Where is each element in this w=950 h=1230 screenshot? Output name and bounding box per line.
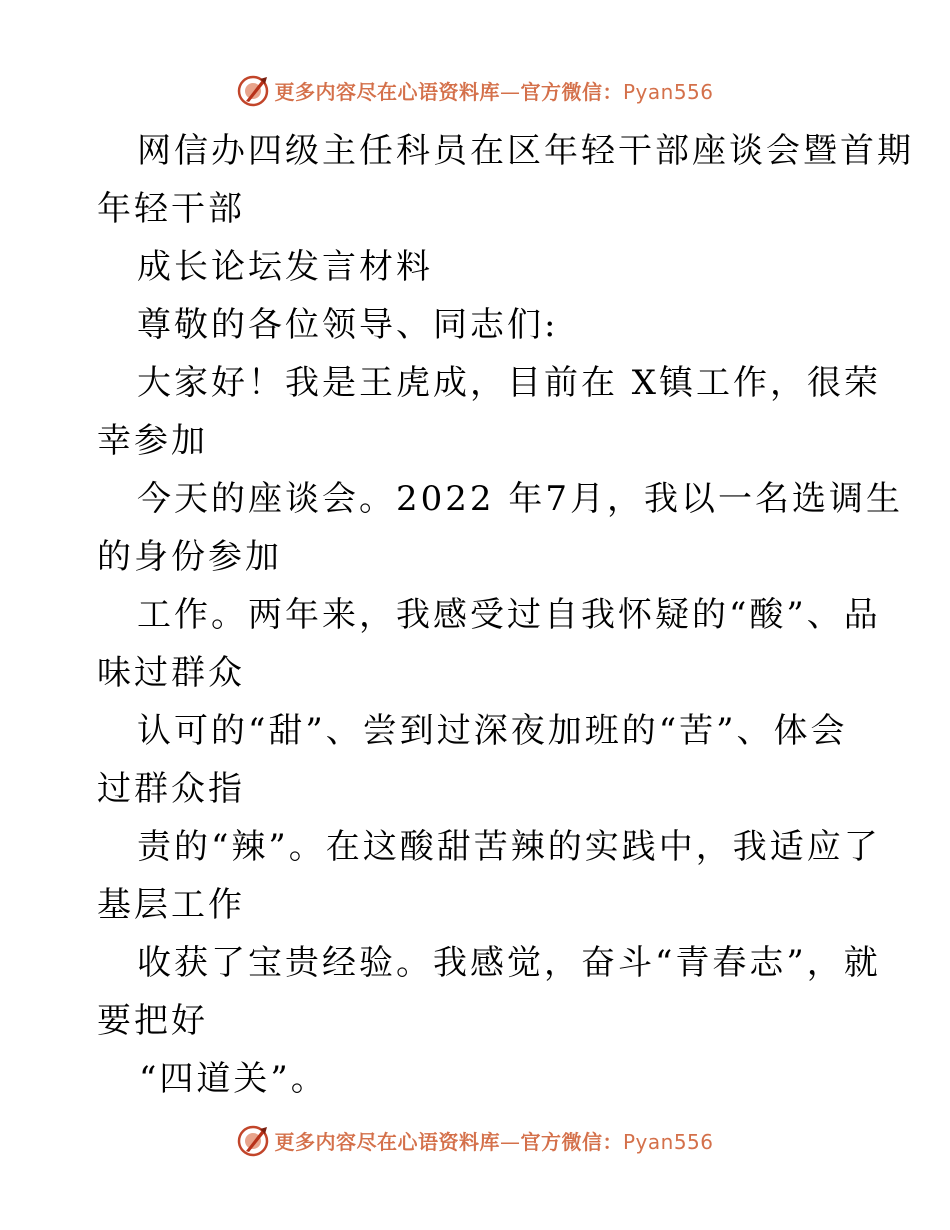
- watermark-text: [274, 76, 713, 105]
- header-watermark: [0, 70, 950, 110]
- quill-logo-icon: [236, 1123, 270, 1157]
- text-line: 过群众指: [97, 769, 245, 809]
- text-line: 年轻干部: [97, 189, 245, 229]
- watermark-dash: —: [499, 79, 521, 104]
- watermark-brand: 更多内容尽在心语资料库: [274, 79, 500, 104]
- document-body: [97, 122, 914, 1108]
- text-line: 要把好: [97, 1001, 208, 1041]
- footer-watermark: [0, 1120, 950, 1160]
- text-line: 的身份参加: [97, 537, 282, 577]
- text-line: 大家好！我是王虎成，目前在 X镇工作，很荣: [137, 363, 882, 403]
- watermark-wechat-id: Pyan556: [622, 1129, 714, 1154]
- text-line: 收获了宝贵经验。我感觉，奋斗“青春志”，就: [137, 943, 881, 983]
- text-line: “四道关”。: [139, 1059, 328, 1099]
- text-line: 幸参加: [97, 421, 208, 461]
- text-line: 工作。两年来，我感受过自我怀疑的“酸”、品: [137, 595, 881, 635]
- text-line: 今天的座谈会。2022 年7月，我以一名选调生: [137, 479, 903, 519]
- text-line: 尊敬的各位领导、同志们:: [137, 305, 559, 345]
- watermark-wechat-id: Pyan556: [622, 79, 714, 104]
- text-line: 味过群众: [97, 653, 245, 693]
- watermark-dash: —: [499, 1129, 521, 1154]
- quill-logo-icon: [236, 73, 270, 107]
- text-line: 网信办四级主任科员在区年轻干部座谈会暨首期: [137, 131, 914, 171]
- text-line: 认可的“甜”、尝到过深夜加班的“苦”、体会: [137, 711, 848, 751]
- watermark-brand: 更多内容尽在心语资料库: [274, 1129, 500, 1154]
- watermark-wechat-label: 官方微信：: [520, 1129, 623, 1154]
- text-line: 成长论坛发言材料: [137, 247, 433, 287]
- watermark-text: [274, 1126, 713, 1155]
- text-line: 基层工作: [97, 885, 245, 925]
- watermark-wechat-label: 官方微信：: [520, 79, 623, 104]
- text-line: 责的“辣”。在这酸甜苦辣的实践中，我适应了: [137, 827, 881, 867]
